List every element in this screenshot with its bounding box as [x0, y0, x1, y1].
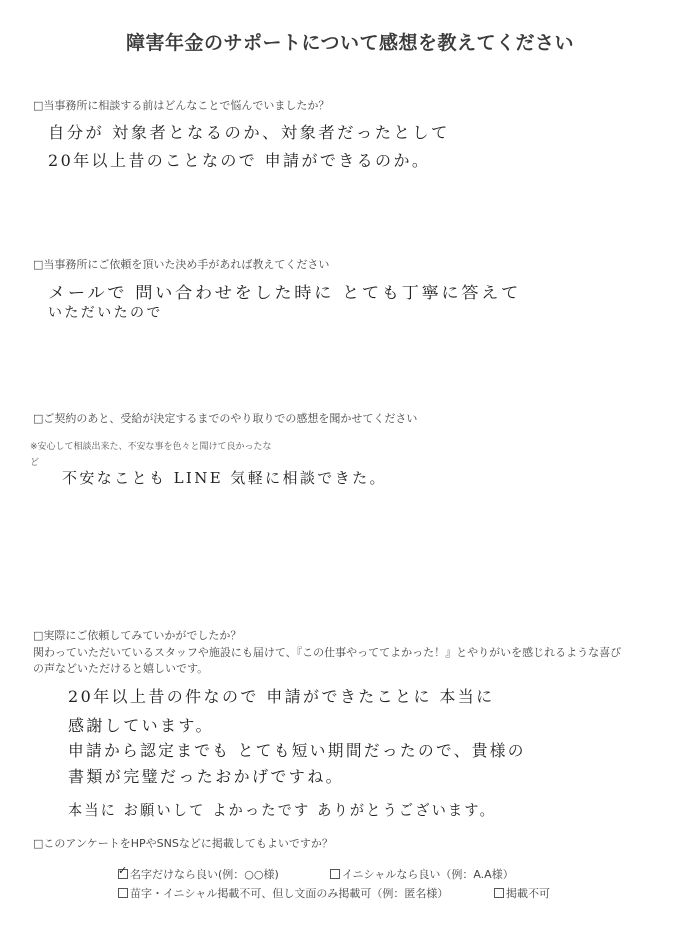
answer-4-line-1: 20年以上昔の件なので 申請ができたことに 本当に	[68, 687, 495, 706]
page-title: 障害年金のサポートについて感想を教えてください	[125, 32, 575, 54]
question-3-note-line-1: ※安心して相談出来た、不安な事を色々と聞けて良かったな	[30, 442, 272, 452]
question-4-sub-line-2: の声などいただけると嬉しいです。	[33, 662, 209, 675]
question-4-sub-line-1: 関わっていただいているスタッフや施設にも届けて、『この仕事やっててよかった！』とやりがいを感じれるような喜び	[33, 646, 622, 659]
checkbox-icon[interactable]	[494, 888, 504, 898]
option-label: 名字だけなら良い(例：○○様)	[130, 868, 279, 881]
option-label: 掲載不可	[506, 887, 550, 900]
answer-1-line-2: 20年以上昔のことなので 申請ができるのか。	[48, 151, 431, 170]
option-surname-only[interactable]	[118, 866, 279, 882]
question-1-label: □当事務所に相談する前はどんなことで悩んでいましたか？	[33, 99, 330, 112]
checkbox-icon[interactable]	[330, 869, 340, 879]
answer-2-line-1: メールで 問い合わせをした時に とても丁寧に答えて	[48, 283, 521, 302]
answer-1-line-1: 自分が 対象者となるのか、対象者だったとして	[48, 123, 450, 142]
answer-2-line-2: いただいたので	[48, 305, 163, 321]
option-label: イニシャルなら良い（例：A.A様）	[342, 868, 514, 881]
checkbox-icon[interactable]	[118, 888, 128, 898]
answer-4-line-4: 書類が完璧だったおかげですね。	[68, 767, 345, 786]
question-4-label: □実際にご依頼してみていかがでしたか？	[33, 629, 242, 642]
checkbox-checked-icon[interactable]	[118, 869, 128, 879]
question-2-label: □当事務所にご依頼を頂いた決め手があれば教えてください	[33, 258, 330, 271]
option-text-only[interactable]	[118, 885, 448, 901]
answer-4-line-3: 申請から認定までも とても短い期間だったので、貴様の	[68, 741, 526, 760]
question-3-label: □ご契約のあと、受給が決定するまでのやり取りでの感想を聞かせてください	[33, 412, 418, 425]
answer-3-line-1: 不安なことも LINE 気軽に相談できた。	[62, 469, 387, 487]
option-label: 苗字・イニシャル掲載不可、但し文面のみ掲載可（例：匿名様）	[130, 887, 449, 900]
option-no-publish[interactable]	[494, 885, 550, 901]
question-3-note-line-2: ど	[30, 458, 40, 468]
option-initials-ok[interactable]	[330, 866, 514, 882]
answer-4-line-5: 本当に お願いして よかったです ありがとうございます。	[68, 801, 496, 819]
question-5-label: □このアンケートをHPやSNSなどに掲載してもよいですか？	[33, 837, 333, 850]
answer-4-line-2: 感謝しています。	[68, 716, 214, 735]
